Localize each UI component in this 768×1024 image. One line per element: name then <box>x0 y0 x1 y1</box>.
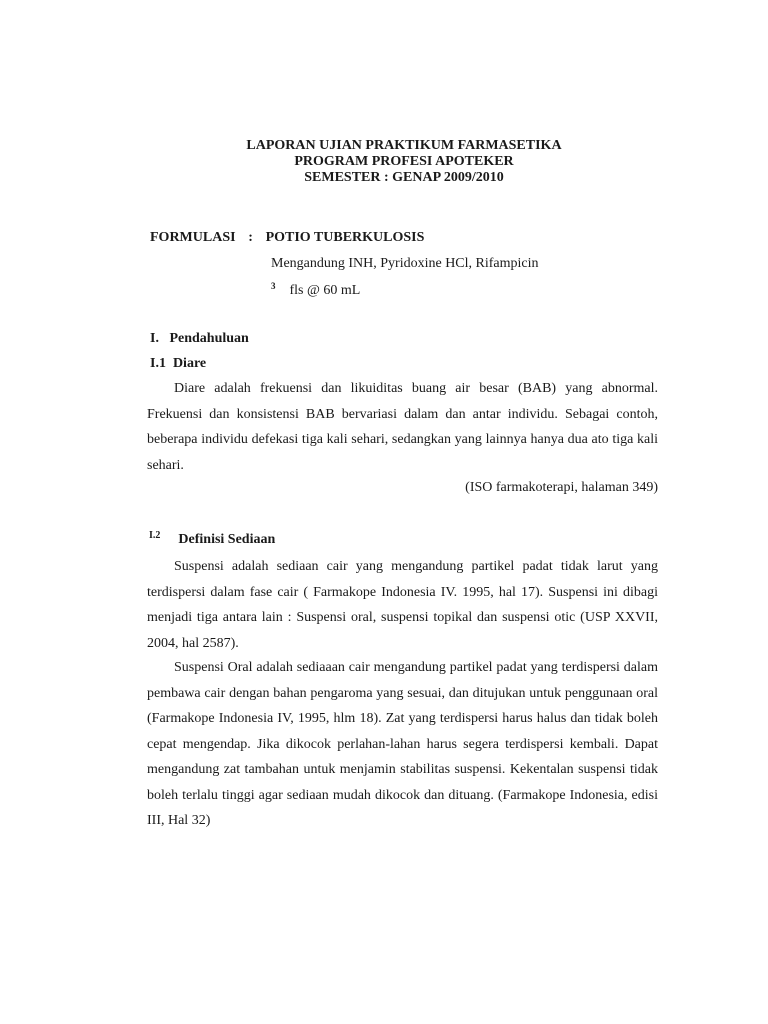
formulation-label: FORMULASI <box>150 230 236 245</box>
paragraph-definisi-suspensi: Suspensi adalah sediaan cair yang mengandung partikel padat tidak larut yang terdispersi dalam fase cair ( Farmakope Indonesia IV. 1995, hal 17). Suspensi ini dibagi menjadi tiga antara lain : Suspensi oral, suspensi topikal dan suspensi otic (USP XXVII, 2004, hal 2587). <box>147 559 658 651</box>
formulation-row <box>150 230 424 246</box>
quantity-superscript: 3 <box>271 281 276 291</box>
citation-iso: (ISO farmakoterapi, halaman 349) <box>465 480 658 495</box>
paragraph-suspensi-oral: Suspensi Oral adalah sediaaan cair mengandung partikel padat yang terdispersi dalam pembawa cair dengan bahan pengaroma yang sesuai, dan ditujukan untuk penggunaan oral (Farmakope Indonesia IV, 1995, hlm 18). Zat yang terdispersi harus halus dan tidak boleh cepat mengendap. Jika dikocok perlahan-lahan harus segera terdispersi kembali. Dapat mengandung zat tambahan untuk menjamin stabilitas suspensi. Kekentalan suspensi tidak boleh terlalu tinggi agar sediaan mudah dikocok dan dituang. (Farmakope Indonesia, edisi III, Hal 32) <box>147 660 658 828</box>
formulation-separator: : <box>248 230 253 245</box>
formulation-value: POTIO TUBERKULOSIS <box>265 230 425 245</box>
title-line-2: PROGRAM PROFESI APOTEKER <box>294 154 514 169</box>
section-heading-pendahuluan: I. Pendahuluan <box>150 331 249 346</box>
paragraph-diare: Diare adalah frekuensi dan likuiditas buang air besar (BAB) yang abnormal. Frekuensi dan konsistensi BAB bervariasi dalam dan antar individu. Sebagai contoh, beberapa individu defekasi tiga kali sehari, sedangkan yang lainnya hanya dua ato tiga kali sehari. <box>147 381 658 473</box>
subsection-number: I.2 <box>149 530 161 541</box>
document-title <box>0 138 768 186</box>
subsection-heading-definisi <box>149 530 275 548</box>
subsection-heading-diare: I.1 Diare <box>150 356 207 371</box>
formulation-quantity-row <box>271 281 360 299</box>
title-line-3: SEMESTER : GENAP 2009/2010 <box>304 170 504 185</box>
formulation-quantity: fls @ 60 mL <box>289 283 361 298</box>
title-line-1: LAPORAN UJIAN PRAKTIKUM FARMASETIKA <box>246 138 562 153</box>
subsection-title: Definisi Sediaan <box>178 532 276 547</box>
formulation-contains: Mengandung INH, Pyridoxine HCl, Rifampicin <box>271 256 539 271</box>
